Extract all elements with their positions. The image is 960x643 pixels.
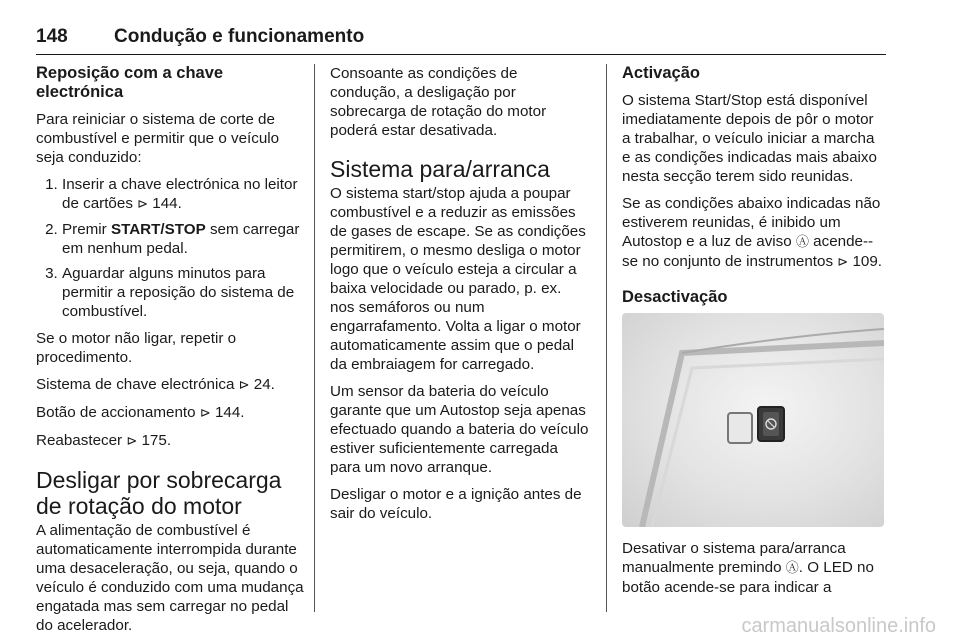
page-title: Condução e funcionamento <box>114 26 365 47</box>
list-item-step-3: 3. Aguardar alguns minutos para permitir a reposição do sistema de combustível. <box>62 264 304 321</box>
reset-steps-list <box>36 175 304 321</box>
section-heading-reset: Reposição com a chave electrónica <box>36 64 224 101</box>
column-divider-left <box>314 64 315 612</box>
page-reference-link[interactable]: 144. <box>152 195 182 212</box>
page-reference-link[interactable]: 109. <box>852 253 882 270</box>
paragraph-start-stop: O sistema start/stop ajuda a poupar combustível e a reduzir as emissões de gases de escape. Se as condições permitirem, o mesmo desliga o motor logo que o veículo esteja a circular a baixa velocidade ou parado, p. ex. nos semáforos ou num engarrafamento. Volta a ligar o motor automaticamente assim que o pedal da embraiagem for carregado. <box>330 185 586 373</box>
paragraph-reset-intro: Para reiniciar o sistema de corte de combustível e permitir que o veículo seja conduzido: <box>36 111 280 166</box>
page-reference-link[interactable]: 24. <box>253 376 275 393</box>
page-reference-arrow-icon: ⊳ <box>837 255 849 270</box>
column-3 <box>622 64 886 605</box>
dashboard-switch-illustration <box>622 313 884 527</box>
section-heading-start-stop: Sistema para/arranca <box>330 156 550 182</box>
start-stop-off-icon: Ⓐ <box>785 561 799 576</box>
paragraph-battery-sensor: Um sensor da bateria do veículo garante que um Autostop seja apenas efectuado quando a bateria do veículo estiver suficientemente carregada para um novo arranque. <box>330 383 589 476</box>
paragraph-conditions: Se as condições abaixo indicadas não estiverem reunidas, é inibido um Autostop e a luz de aviso Ⓐ acende--se no conjunto de instrumentos ⊳ 109. <box>622 195 882 270</box>
paragraph-deactivation: Desativar o sistema para/arranca manualmente premindo Ⓐ. O LED no botão acende-se para indicar a <box>622 540 874 596</box>
start-stop-button-photo <box>622 313 884 527</box>
section-heading-deactivation: Desactivação <box>622 288 728 306</box>
page-reference-arrow-icon: ⊳ <box>199 406 211 421</box>
paragraph-switch-off: Desligar o motor e a ignição antes de sair do veículo. <box>330 486 582 522</box>
list-item-step-2: 2. Premir START/STOP sem carregar em nenhum pedal. <box>62 220 304 258</box>
cross-reference: Sistema de chave electrónica ⊳ 24. <box>36 376 275 393</box>
column-2 <box>330 64 590 531</box>
watermark: carmanualsonline.info <box>741 615 936 637</box>
column-1 <box>36 64 304 643</box>
page-reference-link[interactable]: 144. <box>214 404 245 421</box>
blank-switch <box>728 413 752 443</box>
section-heading-activation: Activação <box>622 64 700 82</box>
page-reference-arrow-icon: ⊳ <box>126 434 138 449</box>
page-reference-arrow-icon: ⊳ <box>137 197 149 212</box>
start-stop-button-label: START/STOP <box>110 221 206 238</box>
paragraph-no-start: Se o motor não ligar, repetir o procedimento. <box>36 330 237 366</box>
cross-reference: Botão de accionamento ⊳ 144. <box>36 404 245 421</box>
cross-reference: Reabastecer ⊳ 175. <box>36 432 172 449</box>
section-heading-overrun: Desligar por sobrecarga de rotação do motor <box>36 467 282 519</box>
paragraph-overrun: A alimentação de combustível é automaticamente interrompida durante uma desaceleração, ou seja, quando o veículo é conduzido com uma mudança engatada mas sem carregar no pedal do acelerador. <box>36 522 304 634</box>
autostop-warning-icon: Ⓐ <box>795 235 809 250</box>
page-number: 148 <box>36 26 68 47</box>
page-reference-arrow-icon: ⊳ <box>238 378 250 393</box>
paragraph-activation: O sistema Start/Stop está disponível imediatamente depois de pôr o motor a trabalhar, o veículo iniciar a marcha e as condições indicadas mais abaixo nesta secção terem sido reunidas. <box>622 92 877 185</box>
column-divider-right <box>606 64 607 612</box>
page-reference-link[interactable]: 175. <box>141 432 172 449</box>
paragraph-continued: Consoante as condições de condução, a desligação por sobrecarga de rotação do motor poderá estar desativada. <box>330 65 547 139</box>
list-item-step-1: 1. Inserir a chave electrónica no leitor de cartões ⊳ 144. <box>62 175 304 214</box>
page-header <box>36 24 886 55</box>
